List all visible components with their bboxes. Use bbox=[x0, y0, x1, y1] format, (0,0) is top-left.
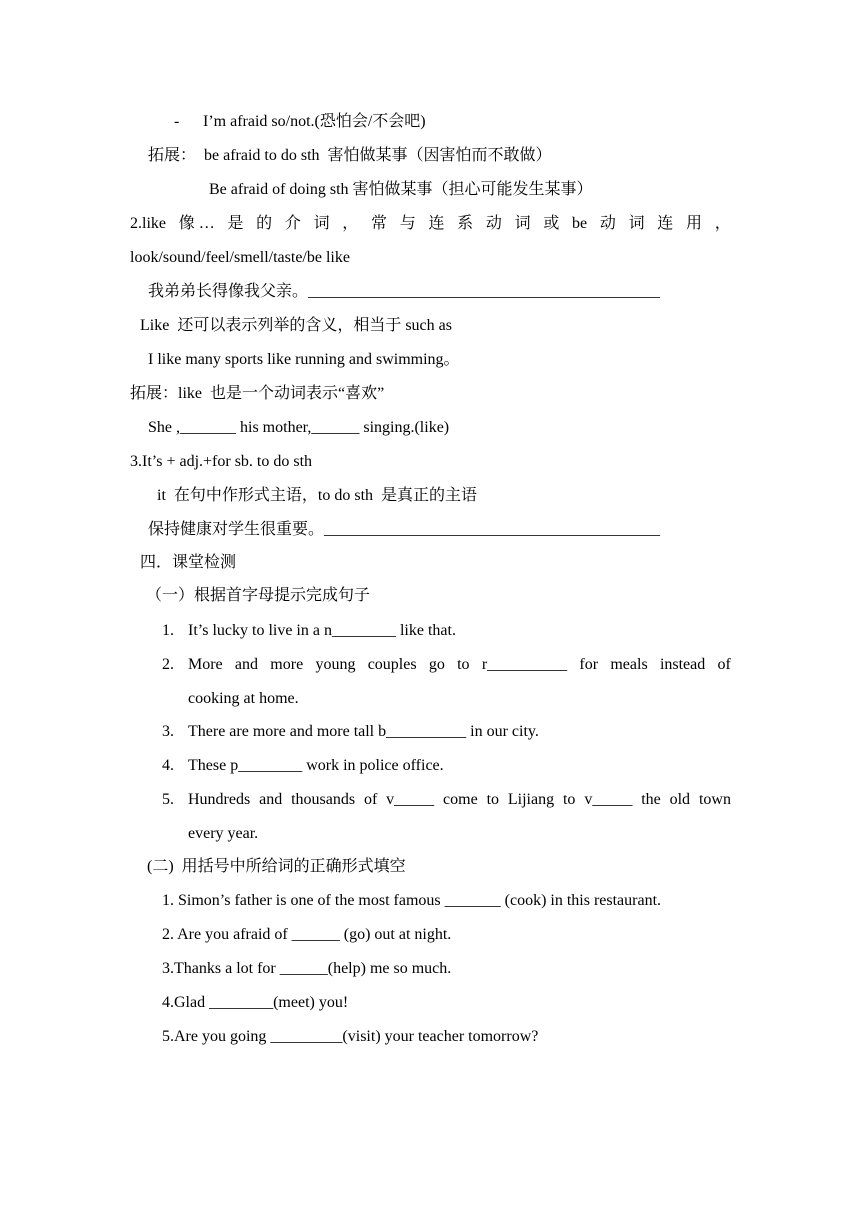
part1-item-text: More and more young couples go to r__________ for meals instead of bbox=[188, 656, 731, 673]
part1-item-number: 1. bbox=[162, 622, 174, 639]
part1-item-number: 3. bbox=[162, 723, 174, 740]
part2-item: 2. Are you afraid of ______ (go) out at night. bbox=[162, 926, 452, 943]
part1-item-continuation: every year. bbox=[188, 825, 259, 842]
part2-item: 5.Are you going _________(visit) your teacher tomorrow? bbox=[162, 1028, 539, 1045]
like-verb-extension: 拓展：like 也是一个动词表示“喜欢” bbox=[130, 385, 385, 402]
part2-title: (二) 用括号中所给词的正确形式填空 bbox=[147, 858, 406, 875]
part2-item: 4.Glad ________(meet) you! bbox=[162, 994, 349, 1011]
part1-item-text: It’s lucky to live in a n________ like that. bbox=[188, 622, 456, 639]
like-example-sentence: I like many sports like running and swimming。 bbox=[148, 351, 460, 368]
section-title-class-check: 四．课堂检测 bbox=[140, 554, 237, 571]
part1-title: （一）根据首字母提示完成句子 bbox=[146, 587, 371, 604]
part2-item: 3.Thanks a lot for ______(help) me so much. bbox=[162, 960, 452, 977]
part1-item-number: 5. bbox=[162, 791, 174, 808]
afraid-so-not-line: I’m afraid so/not.(恐怕会/不会吧) bbox=[203, 113, 426, 130]
its-explanation: it 在句中作形式主语，to do sth 是真正的主语 bbox=[157, 487, 478, 504]
like-verbs-line: look/sound/feel/smell/taste/be like bbox=[130, 249, 350, 266]
part1-item-continuation: cooking at home. bbox=[188, 690, 299, 707]
part1-item-text: These p________ work in police office. bbox=[188, 757, 444, 774]
part2-item: 1. Simon’s father is one of the most famous _______ (cook) in this restaurant. bbox=[162, 892, 662, 909]
part1-item-text: There are more and more tall b__________ in our city. bbox=[188, 723, 539, 740]
extension-afraid-to: 拓展： be afraid to do sth 害怕做某事（因害怕而不敢做） bbox=[148, 147, 552, 164]
its-structure-heading: 3.It’s + adj.+for sb. to do sth bbox=[130, 453, 313, 470]
extension-afraid-of: Be afraid of doing sth 害怕做某事（担心可能发生某事） bbox=[209, 181, 593, 198]
like-such-as-note: Like 还可以表示列举的含义，相当于 such as bbox=[140, 317, 452, 334]
like-translation-exercise: 我弟弟长得像我父亲。____________________________________________ bbox=[148, 283, 661, 300]
like-fill-exercise: She ,_______ his mother,______ singing.(like) bbox=[148, 419, 450, 436]
bullet-dash: - bbox=[174, 113, 180, 130]
part1-item-number: 2. bbox=[162, 656, 174, 673]
part1-item-text: Hundreds and thousands of v_____ come to Lijiang to v_____ the old town bbox=[188, 791, 731, 808]
part1-item-number: 4. bbox=[162, 757, 174, 774]
like-heading-line: 2.like 像 … 是 的 介 词 ， 常 与 连 系 动 词 或 be 动 词 连 用 ， bbox=[130, 215, 731, 232]
its-translation-exercise: 保持健康对学生很重要。__________________________________________ bbox=[148, 521, 661, 538]
